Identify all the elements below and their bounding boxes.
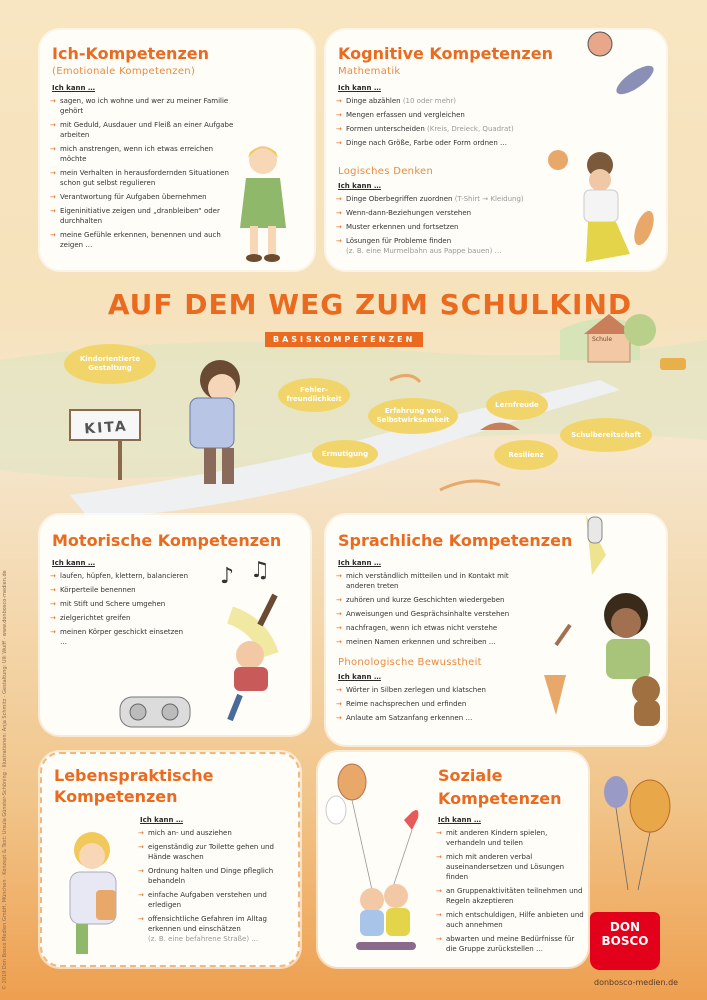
list-item: → zielgerichtet greifen (50, 613, 190, 623)
item-text: offensichtliche Gefahren im Alltag erkennen und einschätzen (148, 915, 267, 933)
list-item: → meinen Körper geschickt einsetzen … (50, 627, 190, 647)
list-item: → mit Geduld, Ausdauer und Fleiß an einer Aufgabe arbeiten (50, 120, 235, 140)
ich-kann-label: Ich kann … (338, 559, 381, 567)
kita-sign: KITA (83, 418, 129, 438)
ich-subtitle: (Emotionale Kompetenzen) (52, 66, 196, 77)
list-item (138, 890, 296, 910)
list-item: → mich mit anderen verbal auseinandersetzen und Lösungen finden (436, 852, 586, 882)
list-item (336, 124, 556, 134)
bubble-fehlerfreundlichkeit: Fehler-freundlichkeit (278, 378, 350, 412)
motorisch-list (50, 571, 190, 651)
item-text: Dinge abzählen (346, 97, 401, 105)
item-hint: (z. B. eine befahrene Straße) … (148, 935, 259, 943)
sprachlich-list (336, 571, 536, 651)
children-with-balloons-illustration (322, 760, 434, 960)
list-item: → Reime nachsprechen und erfinden (336, 699, 536, 709)
ich-kann-label: Ich kann … (140, 816, 183, 824)
item-text: Dinge Oberbegriffen zuordnen (346, 195, 453, 203)
item-text: einfache Aufgaben verstehen und erledigen (148, 891, 267, 909)
list-item: → meinen Namen erkennen und schreiben … (336, 637, 536, 647)
logo-line1: DON (609, 920, 641, 934)
panel-ich-kompetenzen (40, 30, 314, 270)
ich-kann-label: Ich kann … (338, 673, 381, 681)
item-hint: (T-Shirt → Kleidung) (454, 195, 524, 203)
sozial-title-line1: Soziale (438, 766, 503, 785)
list-item (138, 914, 296, 944)
list-item: → an Gruppenaktivitäten teilnehmen und Regeln akzeptieren (436, 886, 586, 906)
list-item: → mich entschuldigen, Hilfe anbieten und auch annehmen (436, 910, 586, 930)
basiskompetenzen-badge: BASISKOMPETENZEN (265, 332, 423, 347)
panel-sprachliche-kompetenzen (326, 515, 666, 745)
bubble-ermutigung: Ermutigung (312, 440, 378, 468)
list-item: → mich verständlich mitteilen und in Kontakt mit anderen treten (336, 571, 536, 591)
bubble-kindorientierte-gestaltung: Kindorientierte Gestaltung (64, 344, 156, 384)
girl-pouring-illustration (52, 824, 136, 964)
girl-illustration (228, 138, 298, 268)
logic-subtitle: Logisches Denken (338, 166, 434, 177)
list-item (336, 194, 556, 204)
list-item (138, 842, 296, 862)
list-item (336, 222, 556, 232)
item-text: mich an- und ausziehen (148, 829, 232, 837)
list-item (138, 866, 296, 886)
phon-list (336, 685, 536, 727)
panel-kognitive-kompetenzen (326, 30, 666, 270)
ich-kann-label: Ich kann … (338, 182, 381, 190)
panel-soziale-kompetenzen (318, 752, 588, 967)
item-text: Muster erkennen und fortsetzen (346, 223, 459, 231)
list-item: → Eigeninitiative zeigen und „dranbleiben“ oder durchhalten (50, 206, 235, 226)
lebens-list (138, 828, 296, 948)
list-item: → Wörter in Silben zerlegen und klatschen (336, 685, 536, 695)
list-item (336, 96, 556, 106)
ich-title: Ich-Kompetenzen (52, 44, 209, 63)
list-item: → Anweisungen und Gesprächsinhalte verstehen (336, 609, 536, 619)
sprachlich-title: Sprachliche Kompetenzen (338, 531, 573, 550)
sozial-list (436, 828, 586, 958)
item-text: Wenn-dann-Beziehungen verstehen (346, 209, 472, 217)
svg-text:♪: ♪ (220, 564, 235, 589)
ich-list (50, 96, 235, 254)
list-item: → nachfragen, wenn ich etwas nicht verstehe (336, 623, 536, 633)
main-title: AUF DEM WEG ZUM SCHULKIND (107, 288, 633, 321)
list-item: → sagen, wo ich wohne und wer zu meiner Familie gehört (50, 96, 235, 116)
list-item: → Verantwortung für Aufgaben übernehmen (50, 192, 235, 202)
item-text: eigenständig zur Toilette gehen und Hände waschen (148, 843, 274, 861)
copyright-text: © 2019 Don Bosco Medien GmbH, München · Konzept & Text: Ursula Günster-Schöning · Illustrationen: Anja Schmitz · Gestaltung: Ulli Wulff · www.donbosco-medien.de (2, 570, 8, 990)
math-subtitle: Mathematik (338, 66, 401, 77)
item-text: Mengen erfassen und vergleichen (346, 111, 465, 119)
motorisch-title: Motorische Kompetenzen (52, 531, 282, 550)
ich-kann-label: Ich kann … (52, 84, 95, 92)
bag-illustration (110, 685, 200, 735)
don-bosco-logo (590, 912, 660, 970)
panel-lebenspraktische-kompetenzen (40, 752, 300, 967)
logic-list (336, 194, 556, 260)
item-hint: (10 oder mehr) (402, 97, 456, 105)
ich-kann-label: Ich kann … (438, 816, 481, 824)
list-item: → Körperteile benennen (50, 585, 190, 595)
math-list (336, 96, 556, 152)
bubble-schulbereitschaft: Schulbereitschaft (560, 418, 652, 452)
item-text: Ordnung halten und Dinge pfleglich behandeln (148, 867, 274, 885)
list-item: → mein Verhalten in herausfordernden Situationen schon gut selbst regulieren (50, 168, 235, 188)
balloons-decoration (598, 770, 678, 910)
list-item (336, 138, 556, 148)
girl-with-teddy-illustration (536, 515, 666, 745)
logo-line2: BOSCO (601, 934, 649, 948)
lebens-title-line2: Kompetenzen (54, 787, 178, 806)
list-item: → Anlaute am Satzanfang erkennen … (336, 713, 536, 723)
list-item (336, 110, 556, 120)
list-item (336, 208, 556, 218)
list-item: → laufen, hüpfen, klettern, balancieren (50, 571, 190, 581)
sozial-title-line2: Kompetenzen (438, 789, 562, 808)
item-text: Formen unterscheiden (346, 125, 425, 133)
school-sign: Schule (592, 336, 613, 343)
list-item: → zuhören und kurze Geschichten wiedergeben (336, 595, 536, 605)
list-item: → mich anstrengen, wenn ich etwas erreichen möchte (50, 144, 235, 164)
list-item: → meine Gefühle erkennen, benennen und auch zeigen … (50, 230, 235, 250)
panel-motorische-kompetenzen (40, 515, 310, 735)
ich-kann-label: Ich kann … (338, 84, 381, 92)
lebens-title-line1: Lebenspraktische (54, 766, 214, 785)
dancing-boy-illustration (190, 555, 305, 730)
list-item (336, 236, 556, 256)
list-item (138, 828, 296, 838)
ich-kann-label: Ich kann … (52, 559, 95, 567)
item-text: Lösungen für Probleme finden (346, 237, 452, 245)
list-item: → abwarten und meine Bedürfnisse für die Gruppe zurückstellen … (436, 934, 586, 954)
svg-text:♫: ♫ (250, 558, 270, 583)
item-hint: (Kreis, Dreieck, Quadrat) (427, 125, 514, 133)
item-hint: (z. B. eine Murmelbahn aus Pappe bauen) … (346, 247, 502, 255)
website-link[interactable]: donbosco-medien.de (594, 978, 679, 987)
kognitiv-title: Kognitive Kompetenzen (338, 44, 553, 63)
bubble-lernfreude: Lernfreude (486, 390, 548, 420)
bubble-resilienz: Resilienz (494, 440, 558, 470)
juggling-boy-illustration (540, 30, 666, 270)
list-item: → mit anderen Kindern spielen, verhandeln und teilen (436, 828, 586, 848)
item-text: Dinge nach Größe, Farbe oder Form ordnen … (346, 139, 507, 147)
bubble-selbstwirksamkeit: Erfahrung von Selbstwirksamkeit (368, 398, 458, 434)
list-item: → mit Stift und Schere umgehen (50, 599, 190, 609)
phon-subtitle: Phonologische Bewusstheit (338, 657, 482, 668)
